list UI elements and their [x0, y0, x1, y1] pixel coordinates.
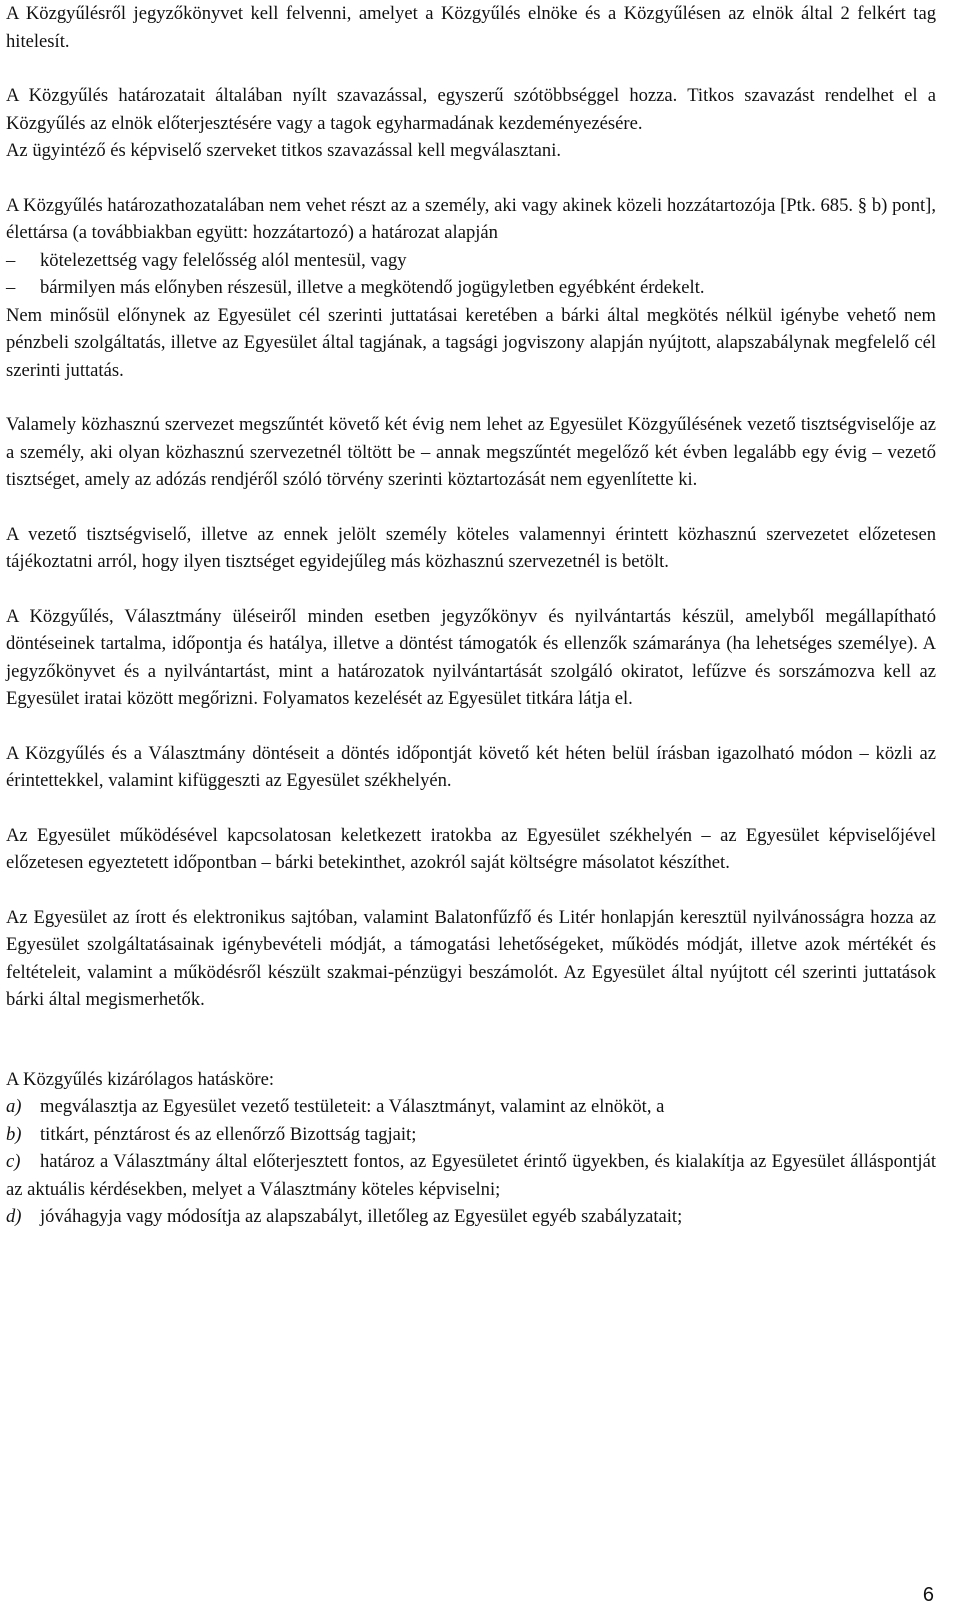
dash-bullet: – [6, 277, 16, 298]
list-item-text: kötelezettség vagy felelősség alól mentesül, vagy [40, 249, 407, 271]
list-item-text: határoz a Választmány által előterjesztett fontos, az Egyesületet érintő ügyekben, és kialakítja az Egyesület álláspontját az aktuális kérdésekben, melyet a Választmány köteles képviselni; [6, 1151, 936, 1200]
paragraph-not-advantage: Nem minősül előnynek az Egyesület cél szerinti juttatásai keretében a bárki által megkötés nélkül igénybe vehető nem pénzbeli szolgáltatás, illetve az Egyesület által tagjának, a tagsági jogviszony alapján nyújtott, alapszabálynak megfelelő cél szerinti juttatás. [6, 304, 936, 381]
list-marker: b) [6, 1123, 22, 1145]
list-marker: a) [6, 1096, 22, 1117]
list-item-text: titkárt, pénztárost és az ellenőrző Bizottság tagjait; [40, 1123, 417, 1145]
paragraph-exclusive-competence: A Közgyűlés kizárólagos hatásköre: [6, 1068, 274, 1090]
list-marker: c) [6, 1151, 21, 1172]
paragraph-officer-notification: A vezető tisztségviselő, illetve az ennek jelölt személy köteles valamennyi érintett közhasznú szervezetet előzetesen tájékoztatni arról, hogy ilyen tisztséget egyidejűleg más közhasznú szervezetnél is betölt. [6, 523, 936, 572]
list-item [6, 1203, 936, 1231]
list-item [6, 1148, 936, 1203]
paragraph-document-access: Az Egyesület működésével kapcsolatosan keletkezett iratokba az Egyesület székhelyén – az Egyesület képviselőjével előzetesen egyeztetett időpontban – bárki betekinthet, azokról saját költségre másolatot készíthet. [6, 824, 936, 873]
paragraph-minutes: A Közgyűlésről jegyzőkönyvet kell felvenni, amelyet a Közgyűlés elnöke és a Közgyűlésen az elnök által 2 felkért tag hitelesít. [6, 3, 936, 52]
paragraph-publicity: Az Egyesület az írott és elektronikus sajtóban, valamint Balatonfűzfő és Litér honlapján keresztül nyilvánosságra hozza az Egyesület szolgáltatásainak igénybevételi módját, a támogatási lehetőségeket, működés módját, illetve azok mértékét és feltételeit, valamint a működésről készült szakmai-pénzügyi beszámolót. Az Egyesület által nyújtott cél szerinti juttatások bárki által megismerhetők. [6, 906, 936, 1010]
paragraph-dissolved-organization: Valamely közhasznú szervezet megszűntét követő két évig nem lehet az Egyesület Közgyűlésének vezető tisztségviselője az a személy, aki olyan közhasznú szervezetnél töltött be – annak megszűntét megelőző két évben legalább egy évig – vezető tisztséget, amely az adózás rendjéről szóló törvény szerinti köztartozását nem egyenlítette ki. [6, 414, 936, 490]
page-number: 6 [922, 1584, 934, 1606]
list-item [6, 247, 936, 275]
paragraph-conflict-of-interest: A Közgyűlés határozathozatalában nem vehet részt az a személy, aki vagy akinek közeli hozzátartozója [Ptk. 685. § b) pont], élettársa (a továbbiakban együtt: hozzátartozó) a határozat alapján [6, 194, 936, 243]
list-item-text: megválasztja az Egyesület vezető testületeit: a Választmányt, valamint az elnököt, a [40, 1096, 665, 1117]
list-item [6, 1093, 936, 1121]
paragraph-meeting-records: A Közgyűlés, Választmány üléseiről minden esetben jegyzőkönyv és nyilvántartás készül, amelyből megállapítható döntéseinek tartalma, időpontja és hatálya, illetve a döntést támogatók és ellenzők számaránya (ha lehetséges személye). A jegyzőkönyvet és a nyilvántartást, mint a határozatok nyilvántartását szolgáló okiratot, lefűzve és sorszámozva kell az Egyesület iratai között megőrizni. Folyamatos kezelését az Egyesület titkára látja el. [6, 605, 936, 709]
list-item-text: bármilyen más előnyben részesül, illetve a megkötendő jogügyletben egyébként érdekelt. [40, 277, 705, 298]
list-item-text: jóváhagyja vagy módosítja az alapszabályt, illetőleg az Egyesület egyéb szabályzatait; [40, 1206, 683, 1227]
dash-bullet: – [6, 249, 16, 271]
document-page [6, 0, 936, 1231]
list-marker: d) [6, 1206, 22, 1227]
paragraph-voting: A Közgyűlés határozatait általában nyílt szavazással, egyszerű szótöbbséggel hozza. Titkos szavazást rendelhet el a Közgyűlés az elnök előterjesztésére vagy a tagok egyharmadának kezdeményezésére. [6, 85, 936, 134]
list-item [6, 1121, 936, 1149]
paragraph-decision-publication: A Közgyűlés és a Választmány döntéseit a döntés időpontját követő két héten belül írásban igazolható módon – közli az érintettekkel, valamint kifüggeszti az Egyesület székhelyén. [6, 742, 936, 791]
list-item [6, 274, 936, 302]
paragraph-secret-ballot: Az ügyintéző és képviselő szerveket titkos szavazással kell megválasztani. [6, 140, 562, 161]
